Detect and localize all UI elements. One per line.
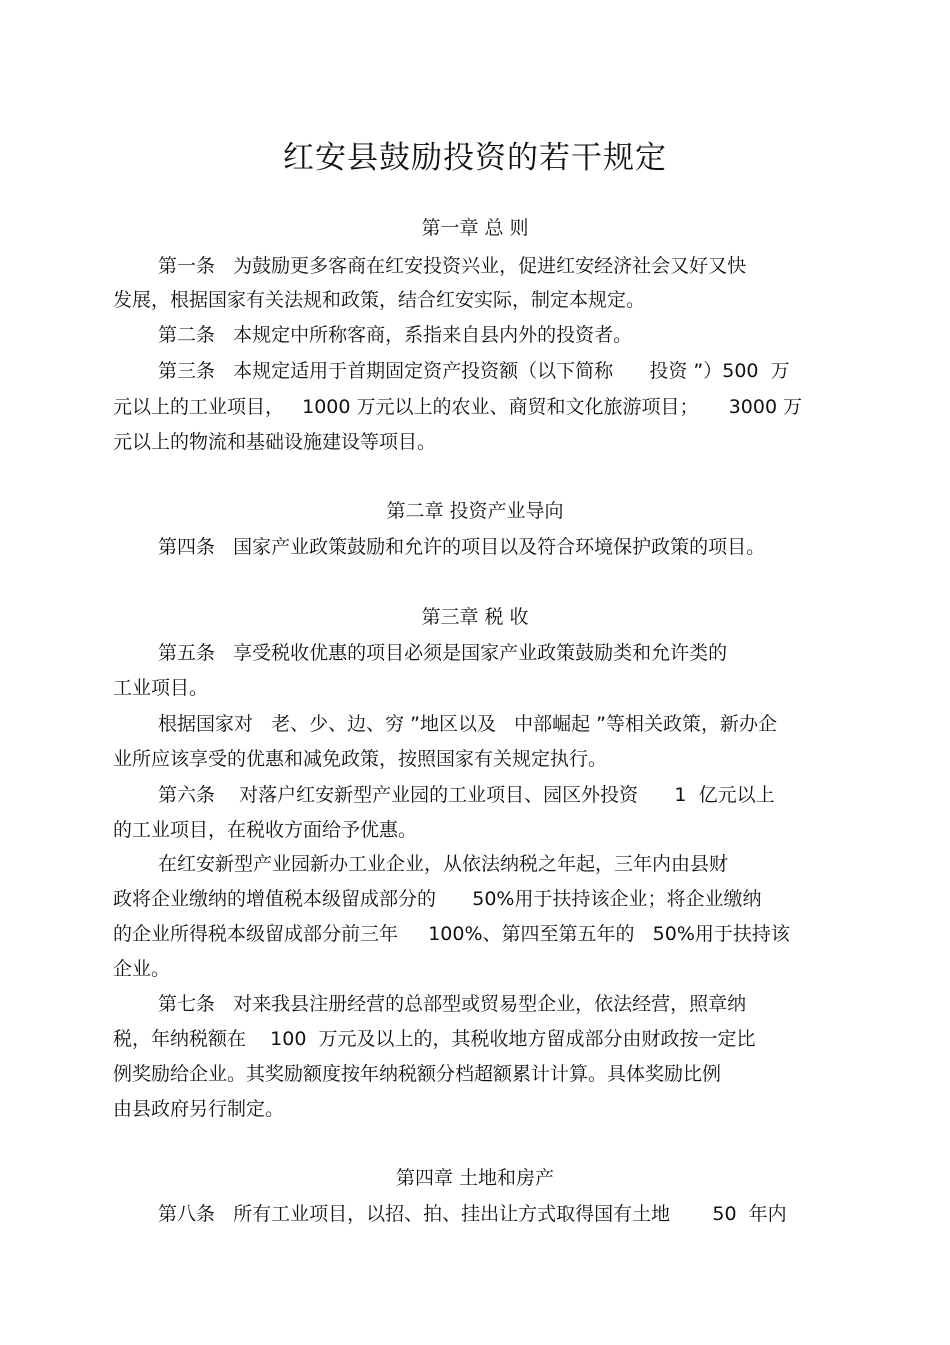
article-1-line-2: 发展，根据国家有关法规和政策，结合红安实际，制定本规定。	[113, 289, 646, 311]
document-title: 红安县鼓励投资的若干规定	[283, 140, 667, 176]
article-5-para-2-line-1: 根据国家对 老、少、边、穷 ”地区以及 中部崛起 ”等相关政策，新办企	[158, 713, 778, 735]
chapter-1-heading: 第一章 总 则	[421, 217, 529, 239]
article-6-line-1: 第六条 对落户红安新型产业园的工业项目、园区外投资 1 亿元以上	[158, 784, 775, 806]
article-6-line-2: 的工业项目，在税收方面给予优惠。	[113, 819, 418, 841]
article-6-para-2-line-2: 政将企业缴纳的增值税本级留成部分的 50%用于扶持该企业；将企业缴纳	[113, 888, 762, 910]
chapter-3-heading: 第三章 税 收	[421, 606, 529, 628]
article-6-para-2-line-3: 的企业所得税本级留成部分前三年 100%、第四至第五年的 50%用于扶持该	[113, 923, 790, 945]
article-3-line-2: 元以上的工业项目， 1000 万元以上的农业、商贸和文化旅游项目； 3000 万	[113, 396, 803, 418]
article-7-line-1: 第七条 对来我县注册经营的总部型或贸易型企业，依法经营，照章纳	[158, 993, 747, 1015]
article-5-line-1: 第五条 享受税收优惠的项目必须是国家产业政策鼓励类和允许类的	[158, 642, 728, 664]
article-2-line-1: 第二条 本规定中所称客商，系指来自县内外的投资者。	[158, 324, 633, 346]
article-7-line-2: 税，年纳税额在 100 万元及以上的，其税收地方留成部分由财政按一定比	[113, 1028, 756, 1050]
article-7-line-4: 由县政府另行制定。	[113, 1098, 285, 1120]
article-3-line-3: 元以上的物流和基础设施建设等项目。	[113, 431, 437, 453]
article-6-para-2-line-1: 在红安新型产业园新办工业企业，从依法纳税之年起，三年内由县财	[158, 853, 729, 875]
chapter-4-heading: 第四章 土地和房产	[395, 1167, 555, 1189]
article-5-line-2: 工业项目。	[113, 677, 209, 699]
article-5-para-2-line-2: 业所应该享受的优惠和减免政策，按照国家有关规定执行。	[113, 748, 608, 770]
article-8-line-1: 第八条 所有工业项目，以招、拍、挂出让方式取得国有土地 50 年内	[158, 1203, 787, 1225]
article-1-line-1: 第一条 为鼓励更多客商在红安投资兴业，促进红安经济社会又好又快	[158, 255, 747, 277]
article-7-line-3: 例奖励给企业。其奖励额度按年纳税额分档超额累计计算。具体奖励比例	[113, 1063, 722, 1085]
article-3-line-1: 第三条 本规定适用于首期固定资产投资额（以下简称 投资 ”）500 万	[158, 360, 790, 382]
article-4-line-1: 第四条 国家产业政策鼓励和允许的项目以及符合环境保护政策的项目。	[158, 536, 766, 558]
chapter-2-heading: 第二章 投资产业导向	[386, 500, 564, 522]
article-6-para-2-line-4: 企业。	[113, 958, 171, 980]
